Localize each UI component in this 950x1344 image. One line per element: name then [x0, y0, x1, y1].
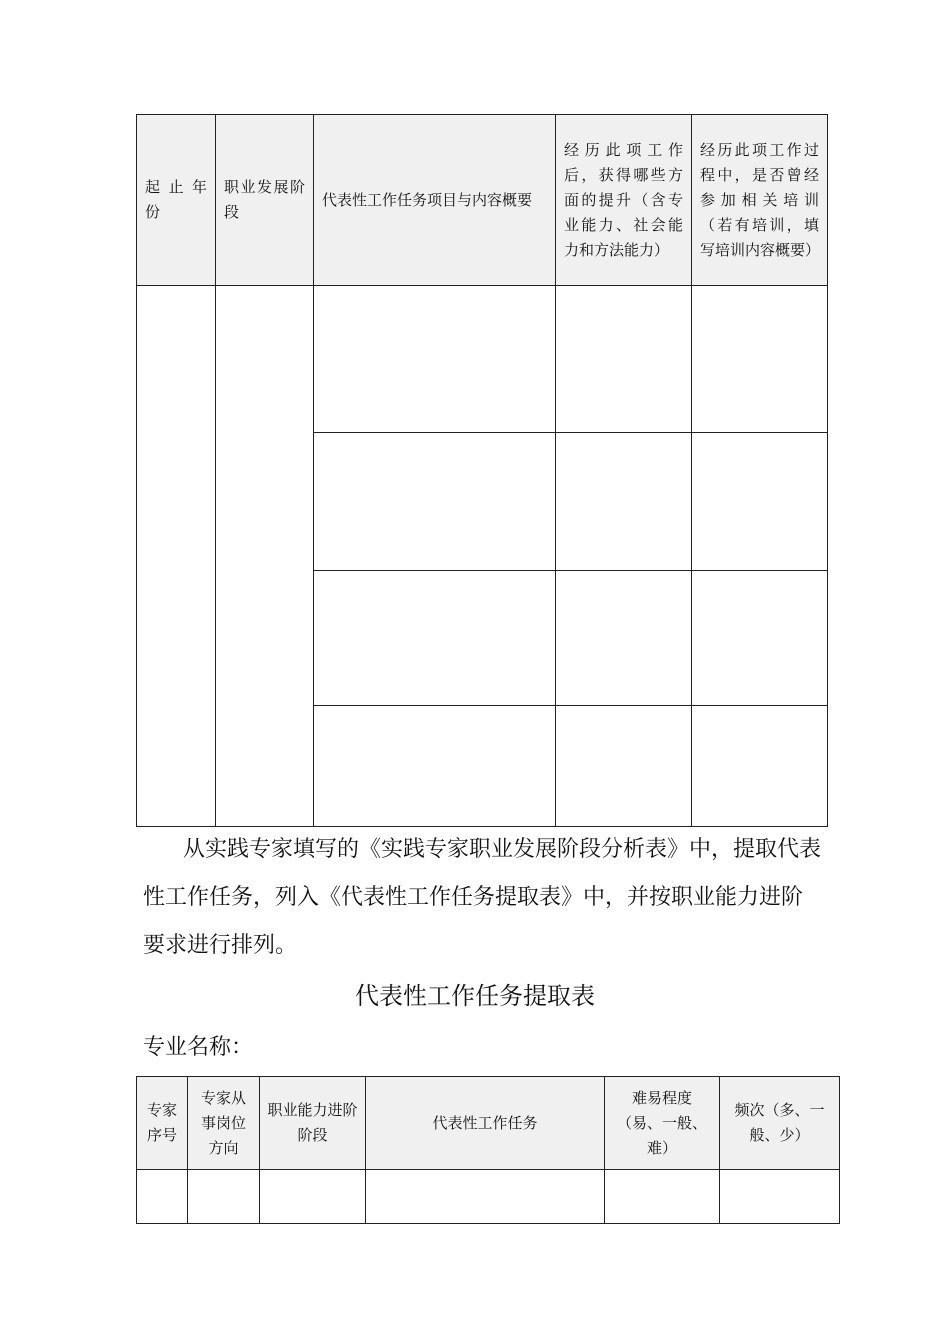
cell-training[interactable]: [692, 286, 828, 433]
cell-training[interactable]: [692, 433, 828, 571]
instruction-text: 从实践专家填写的《实践专家职业发展阶段分析表》中，提取代表性工作任务，列入《代表性工作任务提取表》中，并按职业能力进阶要求进行排列。: [143, 837, 822, 958]
cell-training[interactable]: [692, 571, 828, 706]
cell-improvement[interactable]: [556, 706, 692, 827]
header-expert-no: 专家序号: [137, 1077, 188, 1170]
cell-task[interactable]: [314, 286, 556, 433]
cell-task[interactable]: [314, 433, 556, 571]
instruction-paragraph: [143, 826, 823, 970]
header-training: 经历此项工作过程中，是否曾经参加相关培训（若有培训，填写培训内容概要）: [692, 115, 828, 286]
task-extraction-table: [136, 1076, 840, 1224]
header-period: 起 止 年份: [137, 115, 216, 286]
cell-typical-task[interactable]: [366, 1170, 605, 1224]
cell-frequency[interactable]: [720, 1170, 840, 1224]
table2-title: 代表性工作任务提取表: [355, 982, 595, 1010]
header-improvement: 经 历 此 项 工 作后，获得哪些方面的提升（含专业能力、社会能力和方法能力）: [556, 115, 692, 286]
table-row: [137, 286, 828, 433]
cell-improvement[interactable]: [556, 571, 692, 706]
cell-improvement[interactable]: [556, 286, 692, 433]
table-row: [137, 1170, 840, 1224]
cell-expert-no[interactable]: [137, 1170, 188, 1224]
header-ability-stage: 职业能力进阶阶段: [260, 1077, 366, 1170]
header-position: 专家从事岗位方向: [188, 1077, 260, 1170]
cell-task[interactable]: [314, 571, 556, 706]
table-header-row: [137, 115, 828, 286]
header-task-summary: 代表性工作任务项目与内容概要: [314, 115, 556, 286]
cell-training[interactable]: [692, 706, 828, 827]
header-frequency: 频次（多、一般、少）: [720, 1077, 840, 1170]
cell-career-stage[interactable]: [216, 286, 314, 827]
table-header-row: [137, 1077, 840, 1170]
cell-improvement[interactable]: [556, 433, 692, 571]
cell-task[interactable]: [314, 706, 556, 827]
header-difficulty: 难易程度（易、一般、难）: [605, 1077, 720, 1170]
cell-position[interactable]: [188, 1170, 260, 1224]
major-name-label: 专业名称：: [143, 1035, 254, 1060]
cell-difficulty[interactable]: [605, 1170, 720, 1224]
career-stage-table: [136, 114, 828, 827]
cell-ability-stage[interactable]: [260, 1170, 366, 1224]
cell-period[interactable]: [137, 286, 216, 827]
header-typical-task: 代表性工作任务: [366, 1077, 605, 1170]
header-career-stage: 职业发展阶段: [216, 115, 314, 286]
